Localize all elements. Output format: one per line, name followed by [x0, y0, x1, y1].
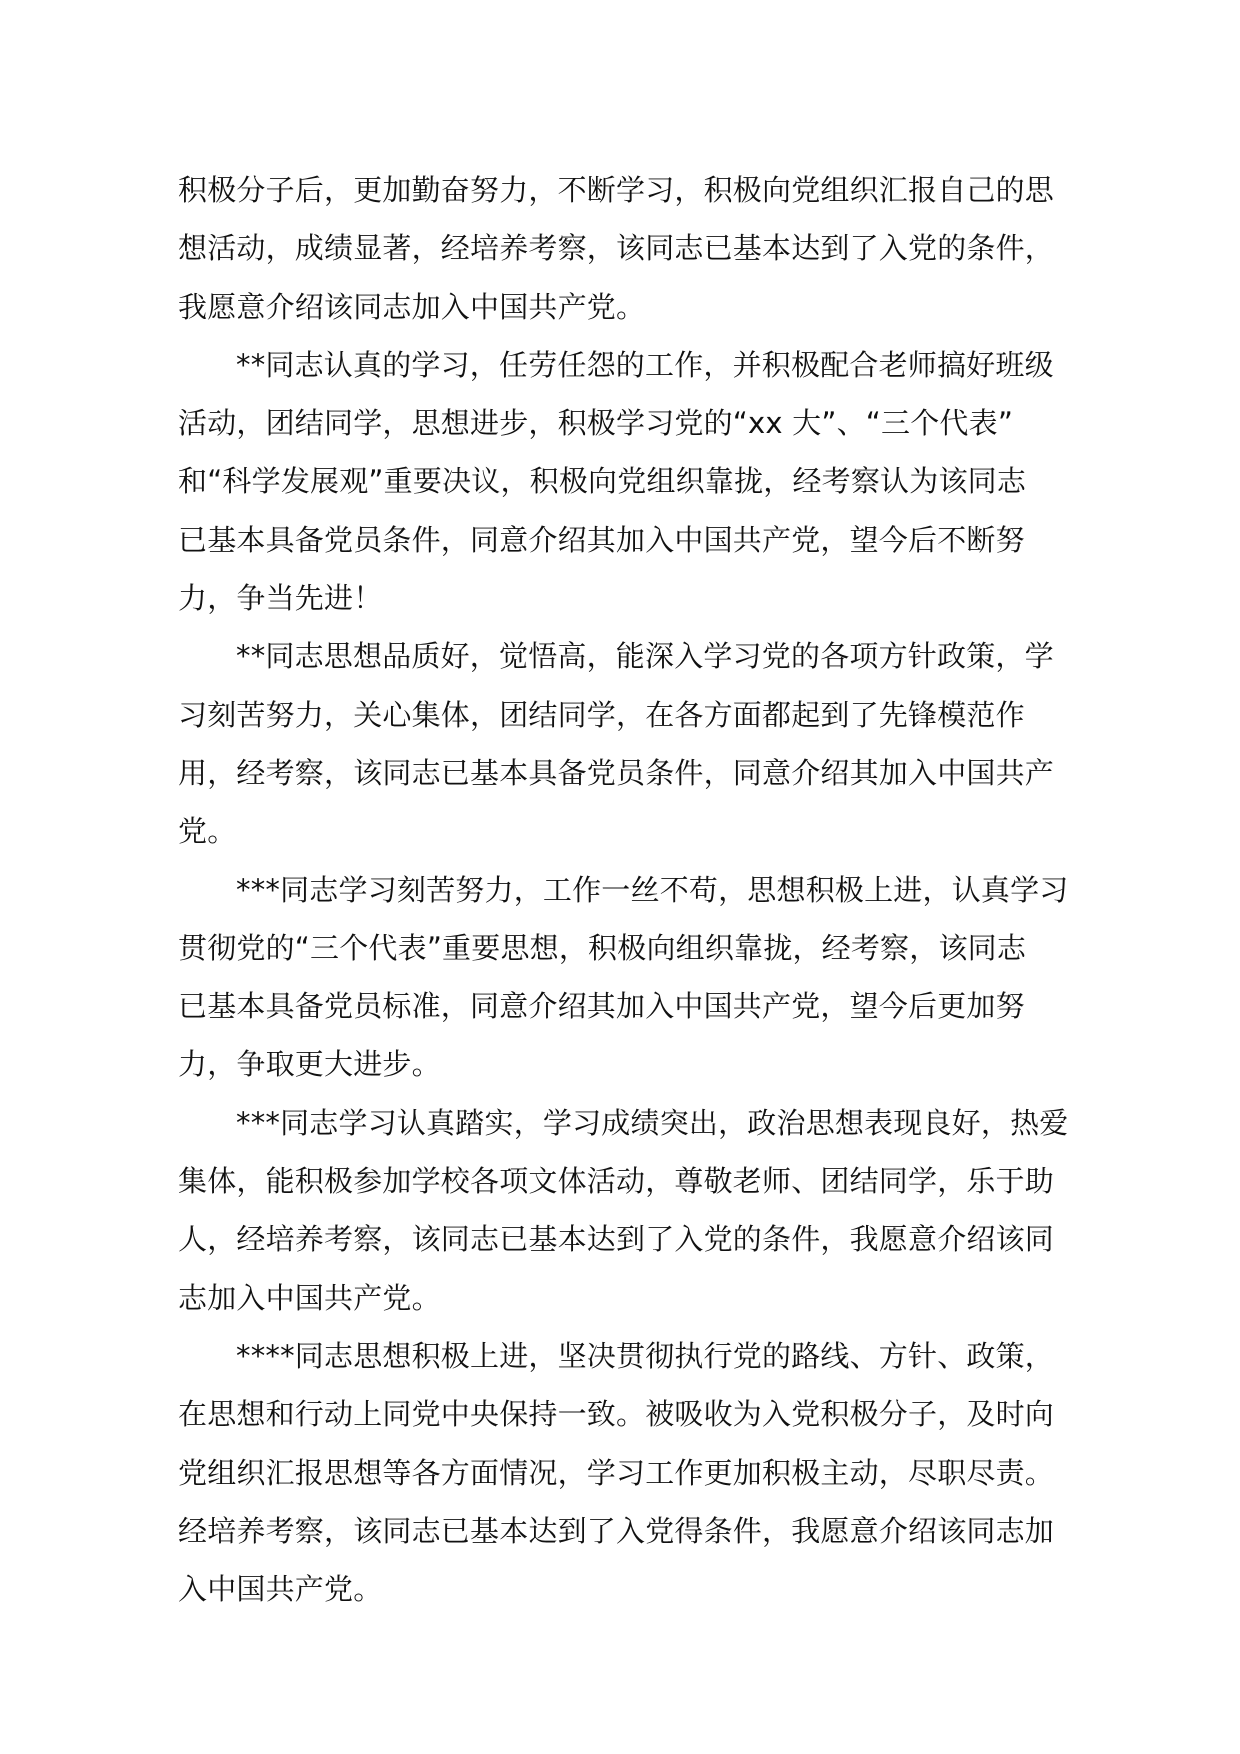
text-line: **同志认真的学习，任劳任怨的工作，并积极配合老师搞好班级 [236, 347, 1054, 382]
text-line: ****同志思想积极上进，坚决贯彻执行党的路线、方针、政策， [236, 1338, 1055, 1373]
text-line: 经培养考察，该同志已基本达到了入党得条件，我愿意介绍该同志加 [178, 1513, 1055, 1548]
text-line: 习刻苦努力，关心集体，团结同学，在各方面都起到了先锋模范作 [178, 697, 1025, 732]
text-line: 志加入中国共产党。 [178, 1280, 441, 1315]
text-line: 集体，能积极参加学校各项文体活动，尊敬老师、团结同学，乐于助 [178, 1164, 1055, 1199]
paragraph-3 [178, 627, 1078, 860]
text-line: 党组织汇报思想等各方面情况，学习工作更加积极主动，尽职尽责。 [178, 1455, 1055, 1490]
paragraph-4 [178, 861, 1078, 1094]
paragraph-5 [178, 1094, 1078, 1327]
text-line: 贯彻党的“三个代表”重要思想，积极向组织靠拢，经考察，该同志 [178, 930, 1027, 965]
text-line: 和“科学发展观”重要决议，积极向党组织靠拢，经考察认为该同志 [178, 464, 1027, 499]
text-line: ***同志学习认真踏实，学习成绩突出，政治思想表现良好，热爱 [236, 1105, 1069, 1140]
text-line: 党。 [178, 814, 237, 849]
text-line: 积极分子后，更加勤奋努力，不断学习，积极向党组织汇报自己的思 [178, 173, 1055, 207]
text-line: 力，争取更大进步。 [178, 1047, 441, 1082]
text-line: 我愿意介绍该同志加入中国共产党。 [178, 289, 646, 324]
text-line: **同志思想品质好，觉悟高，能深入学习党的各项方针政策，学 [236, 639, 1054, 674]
paragraph-2 [178, 336, 1078, 627]
text-line: 想活动，成绩显著，经培养考察，该同志已基本达到了入党的条件， [178, 231, 1055, 266]
paragraph-1 [178, 161, 1078, 336]
text-line: 人，经培养考察，该同志已基本达到了入党的条件，我愿意介绍该同 [178, 1222, 1055, 1257]
paragraph-6 [178, 1327, 1078, 1618]
text-line: ***同志学习刻苦努力，工作一丝不苟，思想积极上进，认真学习 [236, 872, 1069, 907]
text-line: 力，争当先进！ [178, 581, 383, 616]
text-line: 入中国共产党。 [178, 1572, 383, 1607]
text-line: 活动，团结同学，思想进步，积极学习党的“xx 大”、“三个代表” [178, 406, 1014, 441]
text-line: 已基本具备党员条件，同意介绍其加入中国共产党，望今后不断努 [178, 522, 1025, 557]
text-line: 在思想和行动上同党中央保持一致。被吸收为入党积极分子，及时向 [178, 1397, 1055, 1432]
text-line: 用，经考察，该同志已基本具备党员条件，同意介绍其加入中国共产 [178, 755, 1055, 790]
document-body [178, 161, 1078, 1618]
text-line: 已基本具备党员标准，同意介绍其加入中国共产党，望今后更加努 [178, 989, 1025, 1024]
